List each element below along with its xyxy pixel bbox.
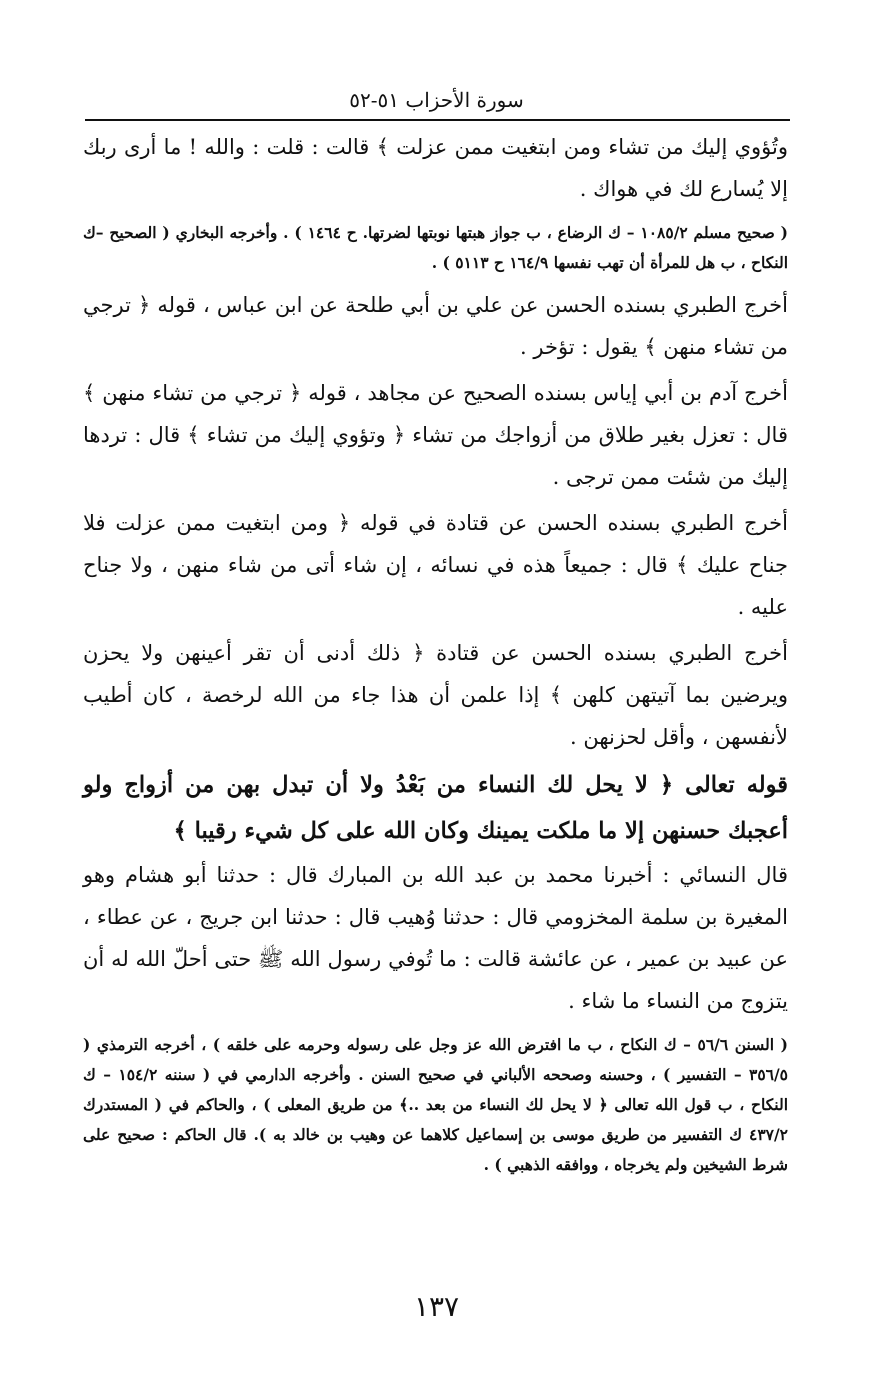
paragraph-1: وتُؤوي إليك من تشاء ومن ابتغيت ممن عزلت ﴾ قالت : قلت : والله ! ما أرى ربك إلا يُسارع لك في هواك . [83, 135, 788, 201]
paragraph-6: قال النسائي : أخبرنا محمد بن عبد الله بن المبارك قال : حدثنا أبو هشام وهو المغيرة بن سلمة المخزومي قال : حدثنا وُهيب قال : حدثنا ابن جريج ، عن عطاء ، عن عبيد بن عمير ، عن عائشة قالت : ما تُوفي رسول الله ﷺ حتى أحلّ الله له أن يتزوج من النساء ما شاء . [83, 863, 788, 1013]
paragraph-2: أخرج الطبري بسنده الحسن عن علي بن أبي طلحة عن ابن عباس ، قوله ﴿ ترجي من تشاء منهن ﴾ يقول : تؤخر . [83, 293, 788, 359]
verse-heading: قوله تعالى ﴿ لا يحل لك النساء من بَعْدُ ولا أن تبدل بهن من أزواج ولو أعجبك حسنهن إلا ما ملكت يمينك وكان الله على كل شيء رقيبا ﴾ [83, 772, 788, 844]
page-header-title: سورة الأحزاب ٥١-٥٢ [349, 88, 524, 112]
page-content [83, 126, 788, 1186]
paragraph-3: أخرج آدم بن أبي إياس بسنده الصحيح عن مجاهد ، قوله ﴿ ترجي من تشاء منهن ﴾ قال : تعزل بغير طلاق من أزواجك من تشاء ﴿ وتؤوي إليك من تشاء ﴾ قال : تردها إليك من شئت ممن ترجى . [83, 381, 788, 489]
page-number: ١٣٧ [413, 1290, 460, 1323]
header-divider [85, 119, 790, 121]
paragraph-4: أخرج الطبري بسنده الحسن عن قتادة في قوله ﴿ ومن ابتغيت ممن عزلت فلا جناح عليك ﴾ قال : جميعاً هذه في نسائه ، إن شاء أتى من شاء منهن ، ولا جناح عليه . [83, 511, 788, 619]
footnote-citation-1: ( صحيح مسلم ١٠٨٥/٢ – ك الرضاع ، ب جواز هبتها نوبتها لضرتها. ح ١٤٦٤ ) . وأخرجه البخاري ( الصحيح –ك النكاح ، ب هل للمرأة أن تهب نفسها ١٦٤/٩ ح ٥١١٣ ) . [83, 223, 789, 272]
paragraph-5: أخرج الطبري بسنده الحسن عن قتادة ﴿ ذلك أدنى أن تقر أعينهن ولا يحزن ويرضين بما آتيتهن كلهن ﴾ إذا علمن أن هذا جاء من الله لرخصة ، كان أطيب لأنفسهن ، وأقل لحزنهن . [83, 641, 788, 749]
footnote-citation-2: ( السنن ٥٦/٦ – ك النكاح ، ب ما افترض الله عز وجل على رسوله وحرمه على خلقه ) ، أخرجه الترمذي ( ٣٥٦/٥ – التفسير ) ، وحسنه وصححه الألباني في صحيح السنن . وأخرجه الدارمي في ( سننه ١٥٤/٢ – ك النكاح ، ب قول الله تعالى ﴿ لا يحل لك النساء من بعد ..﴾ من طريق المعلى ) ، والحاكم في ( المستدرك ٤٣٧/٢ ك التفسير من طريق موسى بن إسماعيل كلاهما عن وهيب بن خالد به ). قال الحاكم : صحيح على شرط الشيخين ولم يخرجاه ، ووافقه الذهبي ) . [83, 1035, 788, 1174]
